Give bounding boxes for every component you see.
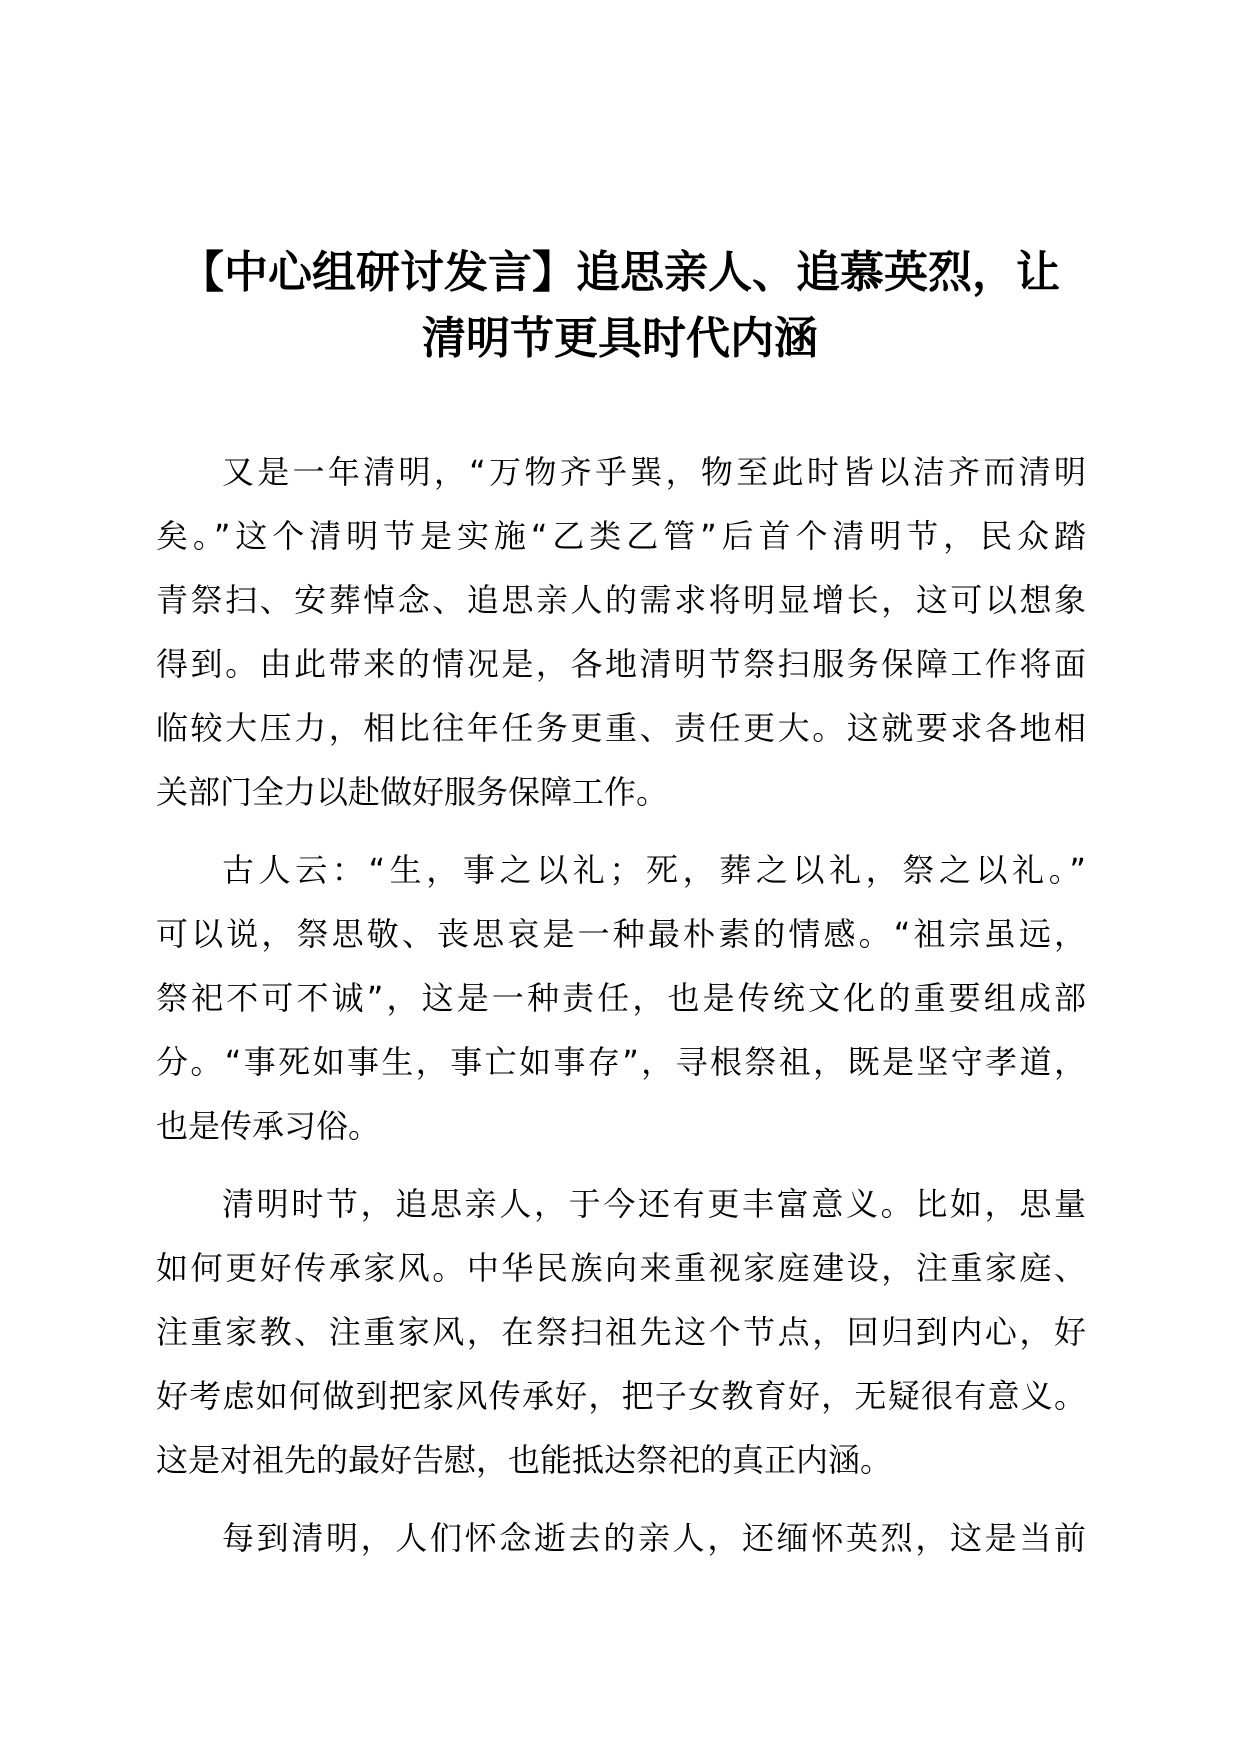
- paragraph-line: 注重家教、注重家风，在祭扫祖先这个节点，回归到内心，好: [156, 1313, 1086, 1351]
- title-line-2: 清明节更具时代内涵: [422, 313, 818, 364]
- paragraph-2: [156, 838, 1086, 1158]
- paragraph-line: 关部门全力以赴做好服务保障工作。: [156, 773, 669, 811]
- paragraph-line: 如何更好传承家风。中华民族向来重视家庭建设，注重家庭、: [156, 1249, 1086, 1287]
- paragraph-1: [156, 440, 1086, 824]
- paragraph-line: 也是传承习俗。: [156, 1107, 381, 1145]
- paragraph-line: 分。“事死如事生，事亡如事存”，寻根祭祖，既是坚守孝道，: [156, 1043, 1086, 1081]
- paragraph-line: 得到。由此带来的情况是，各地清明节祭扫服务保障工作将面: [156, 645, 1086, 683]
- paragraph-4: [156, 1506, 1086, 1570]
- paragraph-line: 可以说，祭思敬、丧思哀是一种最朴素的情感。“祖宗虽远，: [156, 915, 1086, 953]
- paragraph-line: 这是对祖先的最好告慰，也能抵达祭祀的真正内涵。: [156, 1441, 893, 1479]
- paragraph-line: 又是一年清明，“万物齐乎巽，物至此时皆以洁齐而清明: [222, 453, 1086, 491]
- document-title: [150, 240, 1090, 372]
- paragraph-line: 矣。”这个清明节是实施“乙类乙管”后首个清明节，民众踏: [156, 517, 1086, 555]
- paragraph-line: 青祭扫、安葬悼念、追思亲人的需求将明显增长，这可以想象: [156, 581, 1086, 619]
- document-body: [156, 440, 1086, 1584]
- paragraph-line: 清明时节，追思亲人，于今还有更丰富意义。比如，思量: [222, 1185, 1086, 1223]
- paragraph-line: 祭祀不可不诚”，这是一种责任，也是传统文化的重要组成部: [156, 979, 1086, 1017]
- paragraph-line: 好考虑如何做到把家风传承好，把子女教育好，无疑很有意义。: [156, 1377, 1086, 1415]
- paragraph-line: 古人云：“生，事之以礼；死，葬之以礼，祭之以礼。”: [222, 851, 1086, 889]
- paragraph-line: 临较大压力，相比往年任务更重、责任更大。这就要求各地相: [156, 709, 1086, 747]
- title-line-1: 【中心组研讨发言】追思亲人、追慕英烈，让: [180, 247, 1060, 298]
- paragraph-3: [156, 1172, 1086, 1492]
- paragraph-line: 每到清明，人们怀念逝去的亲人，还缅怀英烈，这是当前: [222, 1519, 1086, 1557]
